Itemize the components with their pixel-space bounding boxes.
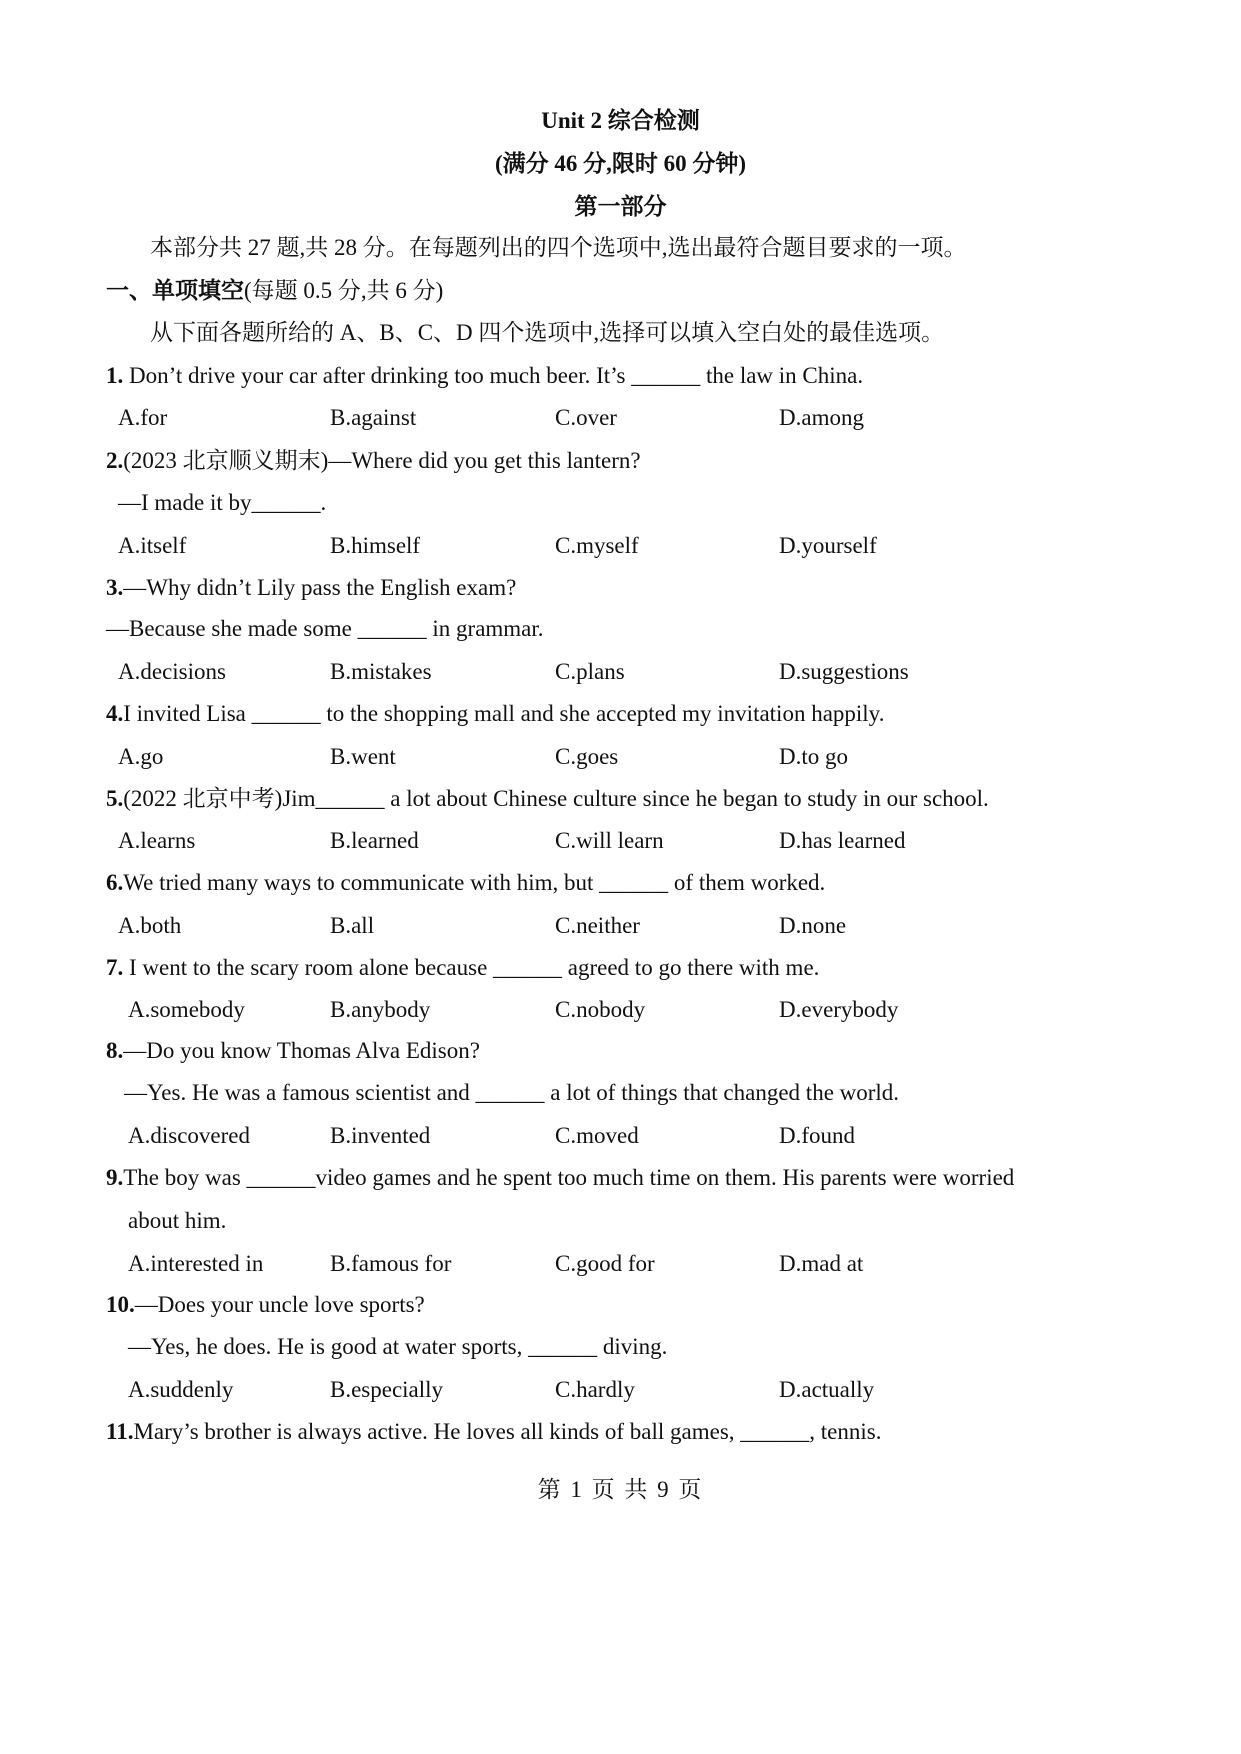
option-c[interactable]: C.good for <box>555 1251 655 1276</box>
question-5 <box>106 784 989 814</box>
question-11 <box>106 1417 881 1447</box>
question-number: 5. <box>106 786 124 811</box>
question-number: 3. <box>106 575 124 600</box>
option-a[interactable]: A.somebody <box>128 997 245 1022</box>
option-d[interactable]: D.mad at <box>779 1251 864 1276</box>
option-a[interactable]: A.learns <box>118 828 196 853</box>
option-c[interactable]: C.myself <box>555 533 639 558</box>
question-2 <box>106 446 641 476</box>
page-number: 第 1 页 共 9 页 <box>537 1477 704 1502</box>
option-b[interactable]: B.mistakes <box>330 659 432 684</box>
question-text: (2022 北京中考)Jim______ a lot about Chinese culture since he began to study in our school. <box>123 786 989 811</box>
option-c[interactable]: C.plans <box>555 659 625 684</box>
option-a[interactable]: A.interested in <box>128 1251 264 1276</box>
option-a[interactable]: A.go <box>118 744 164 769</box>
option-d[interactable]: D.suggestions <box>779 659 909 684</box>
question-text: Mary’s brother is always active. He loves all kinds of ball games, ______, tennis. <box>133 1419 882 1444</box>
question-number: 9. <box>106 1165 124 1190</box>
question-number: 8. <box>106 1038 124 1063</box>
document-title: Unit 2 综合检测 <box>541 108 700 133</box>
question-text: The boy was ______video games and he spent too much time on them. His parents were worried <box>123 1165 1015 1190</box>
question-3 <box>106 573 516 603</box>
question-1 <box>106 361 863 391</box>
option-b[interactable]: B.went <box>330 744 396 769</box>
question-text: —Why didn’t Lily pass the English exam? <box>123 575 517 600</box>
option-c[interactable]: C.goes <box>555 744 619 769</box>
option-b[interactable]: B.especially <box>330 1377 444 1402</box>
section-note: (每题 0.5 分,共 6 分) <box>244 278 444 303</box>
option-a[interactable]: A.decisions <box>118 659 226 684</box>
section-heading <box>106 276 443 306</box>
question-text-continued: —Because she made some ______ in grammar. <box>106 616 544 641</box>
option-d[interactable]: D.yourself <box>779 533 877 558</box>
question-text: (2023 北京顺义期末)—Where did you get this lantern? <box>123 448 641 473</box>
option-b[interactable]: B.learned <box>330 828 419 853</box>
option-b[interactable]: B.anybody <box>330 997 431 1022</box>
option-a[interactable]: A.both <box>118 913 182 938</box>
document-subtitle: (满分 46 分,限时 60 分钟) <box>494 151 747 176</box>
question-number: 7. <box>106 955 124 980</box>
question-text: I invited Lisa ______ to the shopping mall and she accepted my invitation happily. <box>123 701 885 726</box>
option-b[interactable]: B.himself <box>330 533 421 558</box>
option-b[interactable]: B.famous for <box>330 1251 452 1276</box>
question-text: We tried many ways to communicate with him, but ______ of them worked. <box>123 870 826 895</box>
question-number: 11. <box>106 1419 134 1444</box>
question-text-continued: about him. <box>128 1208 227 1233</box>
option-b[interactable]: B.invented <box>330 1123 431 1148</box>
option-d[interactable]: D.everybody <box>779 997 899 1022</box>
question-number: 10. <box>106 1292 135 1317</box>
question-number: 1. <box>106 363 124 388</box>
question-text-continued: —I made it by______. <box>118 490 327 515</box>
question-text-continued: —Yes. He was a famous scientist and ______ a lot of things that changed the world. <box>124 1080 900 1105</box>
option-c[interactable]: C.over <box>555 405 617 430</box>
option-d[interactable]: D.among <box>779 405 864 430</box>
question-number: 4. <box>106 701 124 726</box>
option-c[interactable]: C.nobody <box>555 997 646 1022</box>
question-text-continued: —Yes, he does. He is good at water sports, ______ diving. <box>128 1334 668 1359</box>
question-text: Don’t drive your car after drinking too much beer. It’s ______ the law in China. <box>123 363 864 388</box>
question-number: 2. <box>106 448 124 473</box>
option-c[interactable]: C.hardly <box>555 1377 635 1402</box>
option-a[interactable]: A.discovered <box>128 1123 250 1148</box>
option-a[interactable]: A.suddenly <box>128 1377 234 1402</box>
option-c[interactable]: C.moved <box>555 1123 639 1148</box>
option-b[interactable]: B.against <box>330 405 417 430</box>
question-text: —Does your uncle love sports? <box>134 1292 425 1317</box>
question-7 <box>106 953 819 983</box>
question-10 <box>106 1290 425 1320</box>
option-c[interactable]: C.neither <box>555 913 640 938</box>
section-title: 一、单项填空 <box>106 278 244 303</box>
question-text: —Do you know Thomas Alva Edison? <box>123 1038 480 1063</box>
part-heading: 第一部分 <box>574 194 667 219</box>
question-4 <box>106 699 884 729</box>
option-b[interactable]: B.all <box>330 913 375 938</box>
part-intro: 本部分共 27 题,共 28 分。在每题列出的四个选项中,选出最符合题目要求的一项。 <box>150 235 967 260</box>
question-8 <box>106 1036 480 1066</box>
option-d[interactable]: D.none <box>779 913 847 938</box>
option-c[interactable]: C.will learn <box>555 828 664 853</box>
option-a[interactable]: A.for <box>118 405 168 430</box>
option-d[interactable]: D.to go <box>779 744 848 769</box>
question-6 <box>106 868 825 898</box>
option-d[interactable]: D.actually <box>779 1377 875 1402</box>
option-d[interactable]: D.has learned <box>779 828 906 853</box>
question-text: I went to the scary room alone because ______ agreed to go there with me. <box>123 955 820 980</box>
question-9 <box>106 1163 1014 1193</box>
option-a[interactable]: A.itself <box>118 533 187 558</box>
option-d[interactable]: D.found <box>779 1123 856 1148</box>
question-number: 6. <box>106 870 124 895</box>
section-instruction: 从下面各题所给的 A、B、C、D 四个选项中,选择可以填入空白处的最佳选项。 <box>150 320 945 345</box>
